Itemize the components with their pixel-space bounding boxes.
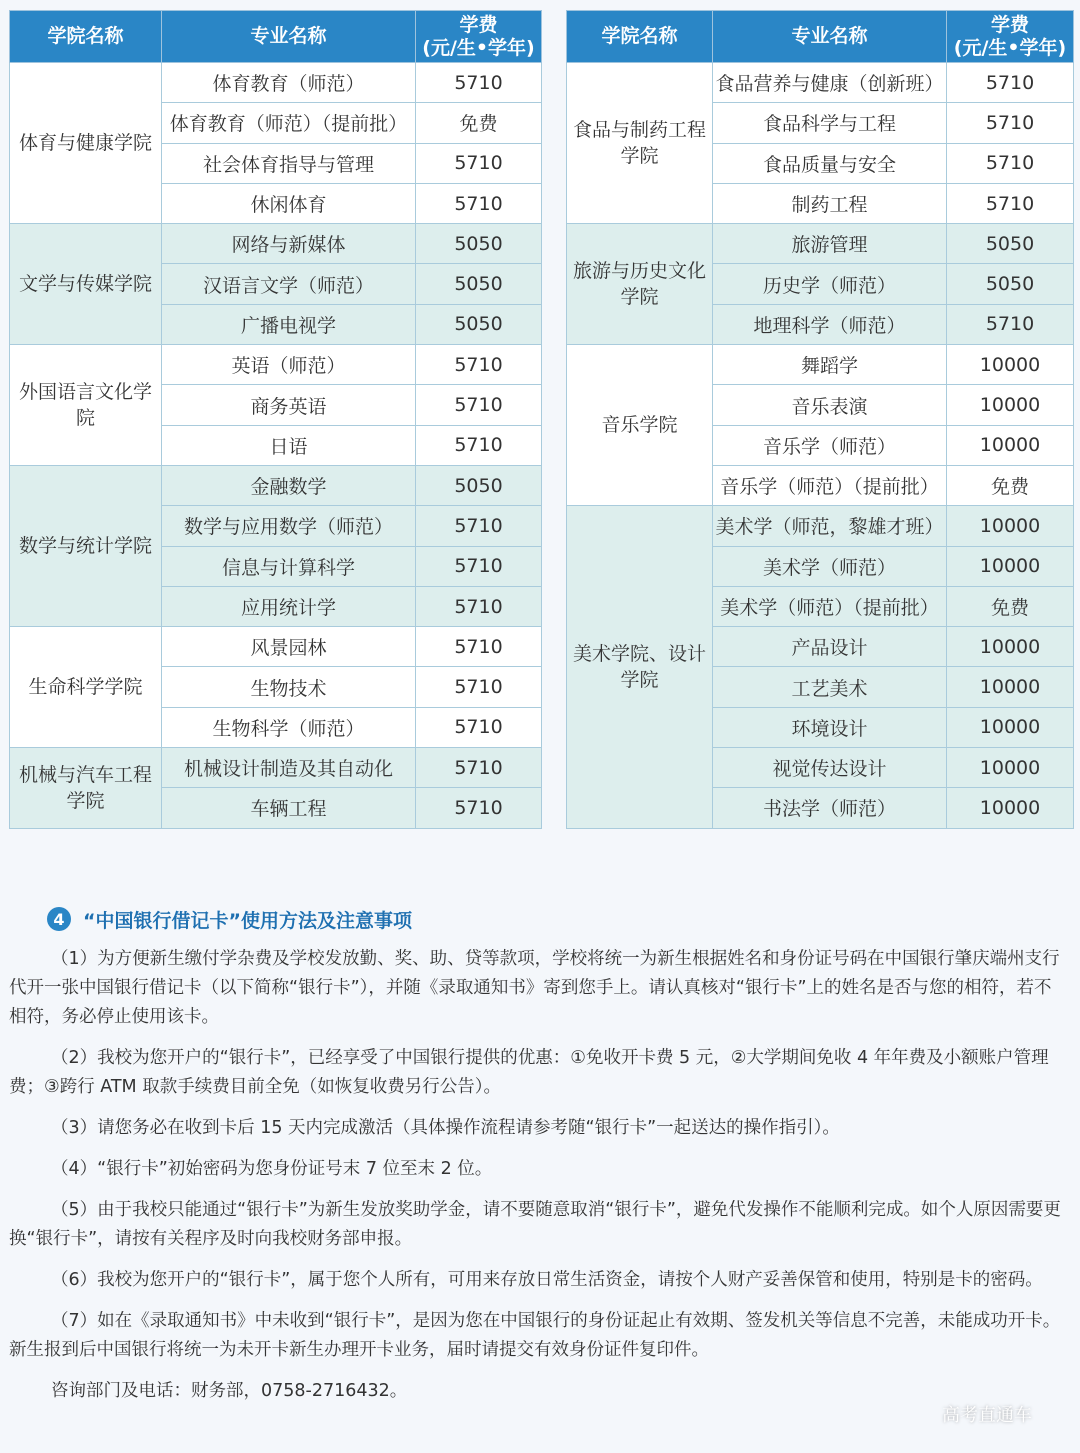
major-cell: 制药工程 [713,183,947,223]
major-cell: 环境设计 [713,707,947,747]
fee-cell: 5710 [416,183,542,223]
fee-cell: 5710 [416,546,542,586]
major-cell: 英语（师范） [162,345,416,385]
fee-cell: 5710 [947,304,1074,344]
table-header-row [10,11,542,63]
college-cell: 旅游与历史文化学院 [567,224,713,345]
fee-cell: 5710 [416,667,542,707]
major-cell: 美术学（师范，黎雄才班） [713,506,947,546]
fee-cell: 5050 [416,264,542,304]
notice-paragraph-5: （5）由于我校只能通过“银行卡”为新生发放奖助学金，请不要随意取消“银行卡”，避免代发操作不能顺利完成。如个人原因需要更换“银行卡”，请按有关程序及时向我校财务部申报。 [9,1200,1061,1249]
major-cell: 社会体育指导与管理 [162,143,416,183]
major-cell: 旅游管理 [713,224,947,264]
major-cell: 信息与计算科学 [162,546,416,586]
bank-card-notice [9,900,1061,1406]
notice-paragraph-3: （3）请您务必在收到卡后 15 天内完成激活（具体操作流程请参考随“银行卡”一起送达的操作指引）。 [51,1118,840,1138]
fee-cell: 5710 [947,143,1074,183]
major-cell: 广播电视学 [162,304,416,344]
fee-cell: 5050 [416,465,542,505]
table-row [10,465,542,505]
header-college: 学院名称 [567,11,713,63]
major-cell: 产品设计 [713,627,947,667]
college-cell: 美术学院、设计学院 [567,506,713,828]
notice-paragraph-6: （6）我校为您开户的“银行卡”，属于您个人所有，可用来存放日常生活资金，请按个人财产妥善保管和使用，特别是卡的密码。 [51,1270,1043,1290]
fee-cell: 5710 [416,63,542,103]
major-cell: 汉语言文学（师范） [162,264,416,304]
contact-line: 咨询部门及电话：财务部，0758-2716432。 [51,1381,408,1401]
fee-cell: 5710 [416,627,542,667]
fee-cell: 免费 [416,103,542,143]
fee-cell: 10000 [947,748,1074,788]
fee-cell: 5710 [416,748,542,788]
table-body [10,63,542,829]
fee-cell: 10000 [947,385,1074,425]
major-cell: 车辆工程 [162,788,416,828]
college-cell: 食品与制药工程学院 [567,63,713,224]
fee-cell: 5710 [416,385,542,425]
fee-cell: 5050 [416,224,542,264]
major-cell: 数学与应用数学（师范） [162,506,416,546]
header-fee-unit: (元/生•学年) [953,36,1067,59]
college-cell: 数学与统计学院 [10,465,162,626]
major-cell: 地理科学（师范） [713,304,947,344]
table-row [10,748,542,788]
fee-cell: 5710 [416,586,542,626]
header-major: 专业名称 [713,11,947,63]
fee-cell: 5710 [416,788,542,828]
major-cell: 金融数学 [162,465,416,505]
major-cell: 食品营养与健康（创新班） [713,63,947,103]
fee-cell: 10000 [947,345,1074,385]
fee-cell: 10000 [947,546,1074,586]
fee-cell: 免费 [947,586,1074,626]
major-cell: 美术学（师范）（提前批） [713,586,947,626]
tuition-table-left [9,10,542,829]
fee-cell: 5710 [416,506,542,546]
fee-cell: 5050 [947,264,1074,304]
tuition-table-right [566,10,1074,829]
major-cell: 风景园林 [162,627,416,667]
table-row [567,345,1074,385]
fee-cell: 5050 [416,304,542,344]
header-fee-title: 学费 [459,13,498,36]
fee-cell: 10000 [947,425,1074,465]
major-cell: 休闲体育 [162,183,416,223]
fee-cell: 5710 [416,345,542,385]
notice-title: “中国银行借记卡”使用方法及注意事项 [83,909,412,932]
header-fee [947,11,1074,63]
table-row [10,345,542,385]
header-college: 学院名称 [10,11,162,63]
college-cell: 机械与汽车工程学院 [10,748,162,829]
major-cell: 视觉传达设计 [713,748,947,788]
fee-cell: 5710 [947,183,1074,223]
fee-cell: 10000 [947,627,1074,667]
header-major: 专业名称 [162,11,416,63]
fee-cell: 5710 [947,63,1074,103]
header-fee-unit: (元/生•学年) [422,36,535,59]
college-cell: 音乐学院 [567,345,713,506]
section-number-badge: 4 [47,907,71,931]
major-cell: 日语 [162,425,416,465]
fee-cell: 10000 [947,707,1074,747]
table-row [567,63,1074,103]
college-cell: 体育与健康学院 [10,63,162,224]
major-cell: 音乐学（师范） [713,425,947,465]
table-row [10,63,542,103]
header-fee-title: 学费 [990,13,1029,36]
notice-paragraph-1: （1）为方便新生缴付学杂费及学校发放勤、奖、助、贷等款项，学校将统一为新生根据姓名和身份证号码在中国银行肇庆端州支行代开一张中国银行借记卡（以下简称“银行卡”），并随《录取通知书》寄到您手上。请认真核对“银行卡”上的姓名是否与您的相符，若不相符，务必停止使用该卡。 [9,949,1060,1027]
fee-cell: 免费 [947,465,1074,505]
major-cell: 美术学（师范） [713,546,947,586]
table-row [10,224,542,264]
major-cell: 音乐学（师范）（提前批） [713,465,947,505]
major-cell: 书法学（师范） [713,788,947,828]
notice-paragraph-7: （7）如在《录取通知书》中未收到“银行卡”，是因为您在中国银行的身份证起止有效期、签发机关等信息不完善，未能成功开卡。新生报到后中国银行将统一为未开卡新生办理开卡业务，届时请提交有效身份证件复印件。 [9,1311,1061,1360]
notice-paragraph-4: （4）“银行卡”初始密码为您身份证号末 7 位至末 2 位。 [51,1159,493,1179]
fee-cell: 5710 [416,143,542,183]
fee-cell: 5710 [947,103,1074,143]
table-header-row [567,11,1074,63]
major-cell: 网络与新媒体 [162,224,416,264]
fee-cell: 5710 [416,707,542,747]
fee-cell: 5050 [947,224,1074,264]
major-cell: 应用统计学 [162,586,416,626]
major-cell: 体育教育（师范）（提前批） [162,103,416,143]
major-cell: 历史学（师范） [713,264,947,304]
major-cell: 体育教育（师范） [162,63,416,103]
major-cell: 工艺美术 [713,667,947,707]
table-body [567,63,1074,829]
major-cell: 舞蹈学 [713,345,947,385]
notice-heading [47,900,1061,938]
major-cell: 食品科学与工程 [713,103,947,143]
fee-cell: 10000 [947,788,1074,828]
college-cell: 文学与传媒学院 [10,224,162,345]
college-cell: 外国语言文化学院 [10,345,162,466]
major-cell: 商务英语 [162,385,416,425]
notice-paragraph-2: （2）我校为您开户的“银行卡”，已经享受了中国银行提供的优惠：①免收开卡费 5 元，②大学期间免收 4 年年费及小额账户管理费；③跨行 ATM 取款手续费目前全免（如恢复收费另行公告）。 [9,1048,1049,1097]
major-cell: 食品质量与安全 [713,143,947,183]
table-row [567,506,1074,546]
header-fee [416,11,542,63]
table-row [567,224,1074,264]
watermark-text: 高考直通车 [942,1405,1032,1426]
fee-cell: 10000 [947,667,1074,707]
college-cell: 生命科学学院 [10,627,162,748]
major-cell: 音乐表演 [713,385,947,425]
major-cell: 生物科学（师范） [162,707,416,747]
major-cell: 机械设计制造及其自动化 [162,748,416,788]
fee-cell: 10000 [947,506,1074,546]
fee-cell: 5710 [416,425,542,465]
table-row [10,627,542,667]
major-cell: 生物技术 [162,667,416,707]
